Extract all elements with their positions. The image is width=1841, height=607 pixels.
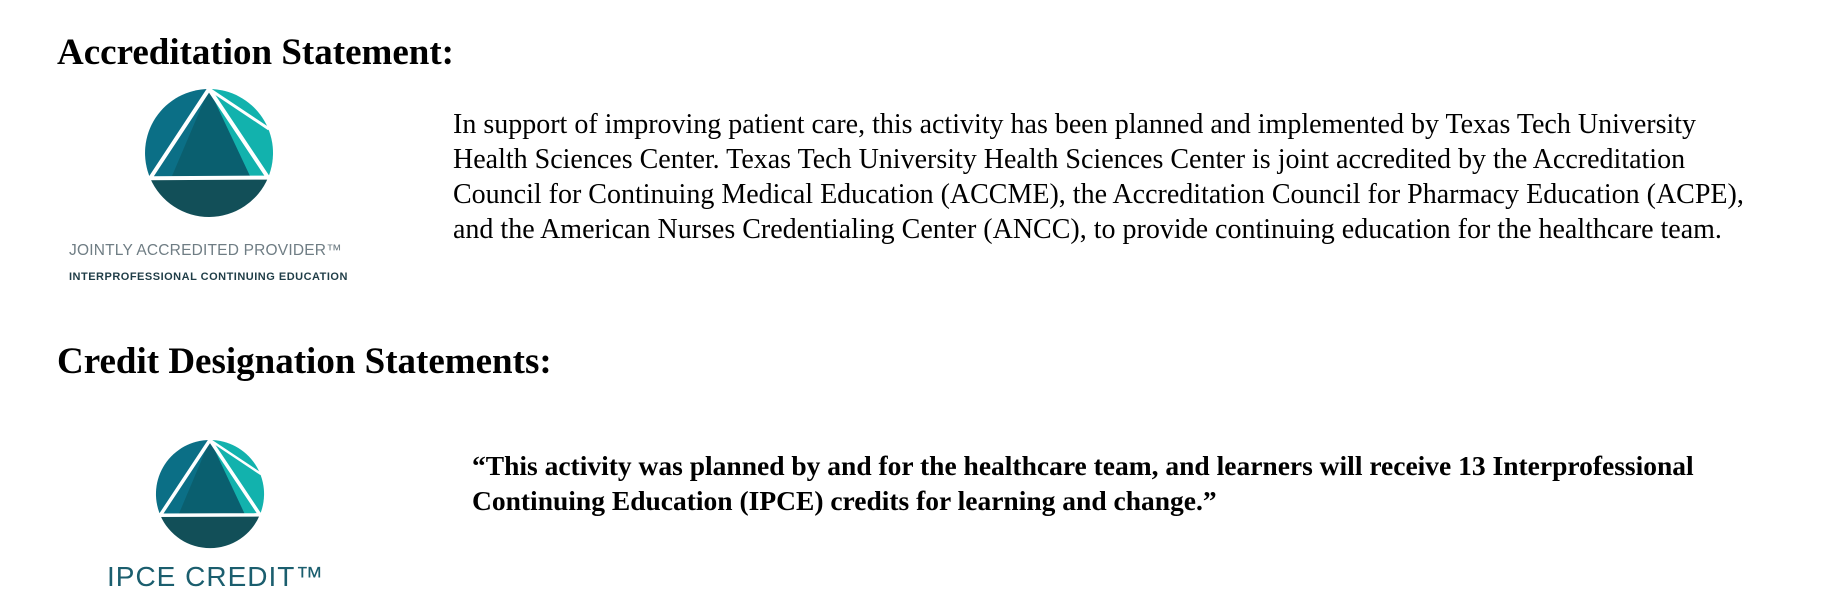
- ja-logo-subtitle: INTERPROFESSIONAL CONTINUING EDUCATION: [69, 271, 348, 283]
- ipce-credit-logo: [100, 437, 340, 599]
- ja-logo-title: JOINTLY ACCREDITED PROVIDER™: [69, 242, 342, 259]
- credit-designation-statement-text: “This activity was planned by and for the healthcare team, and learners will receive 13 Interprofessional Continuing Education (IPCE) credits for learning and change.”: [472, 450, 1694, 516]
- ja-emblem-icon: [145, 89, 273, 217]
- ipce-emblem-icon: [156, 440, 264, 548]
- accreditation-statement-text: In support of improving patient care, this activity has been planned and implemented by Texas Tech University Health Sciences Center. Texas Tech University Health Sciences Center is joint accredited by the Accreditation Council for Continuing Medical Education (ACCME), the Accreditation Council for Pharmacy Education (ACPE), and the American Nurses Credentialing Center (ANCC), to provide continuing education for the healthcare team.: [453, 109, 1744, 245]
- jointly-accredited-provider-logo: [57, 84, 372, 289]
- credit-designation-heading: Credit Designation Statements:: [57, 341, 552, 382]
- accreditation-heading: Accreditation Statement:: [57, 32, 454, 73]
- ipce-logo-title: IPCE CREDIT™: [107, 561, 325, 592]
